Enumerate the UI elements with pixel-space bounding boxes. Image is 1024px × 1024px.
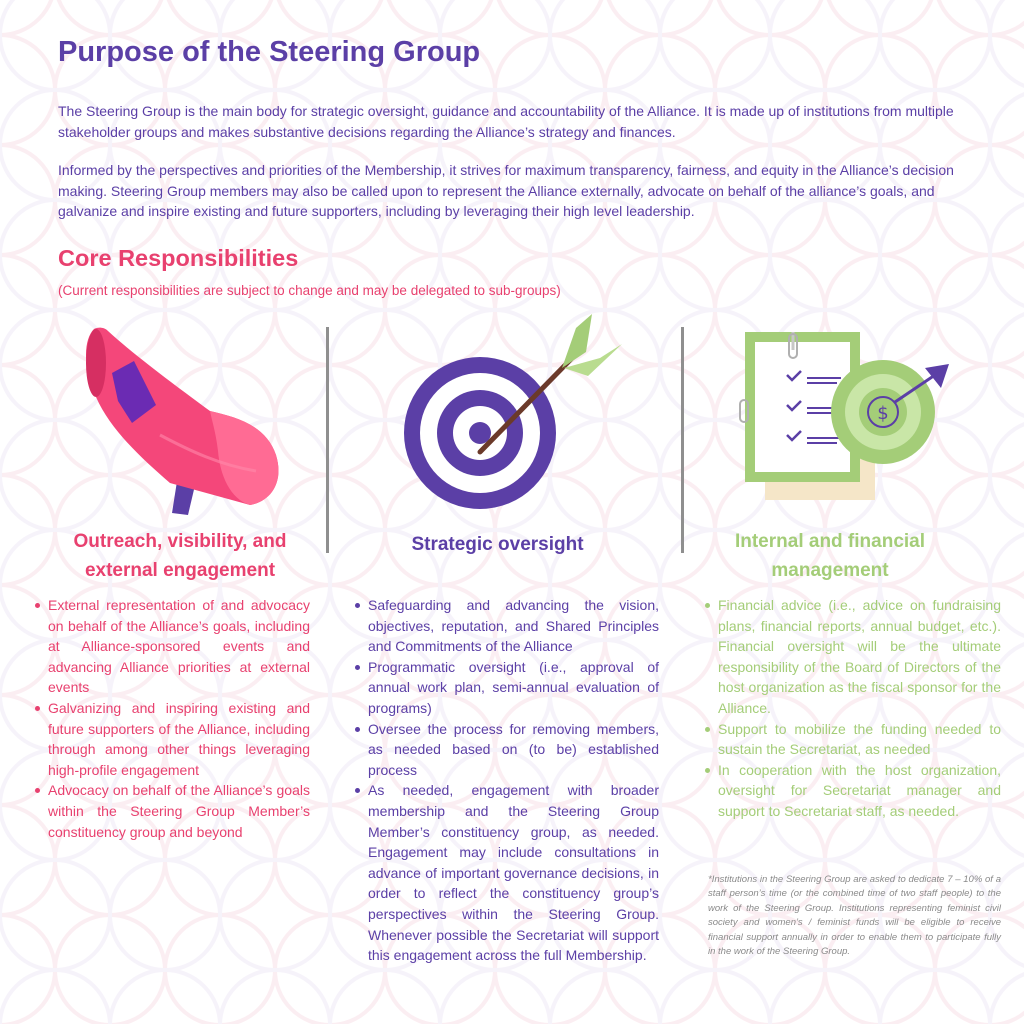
svg-text:$: $ (877, 403, 889, 424)
column-title-outreach: Outreach, visibility, and external engagement (73, 531, 287, 581)
list-item: Oversee the process for removing members, as needed based on (to be) established process (355, 719, 659, 781)
list-item: Advocacy on behalf of the Alliance’s goals within the Steering Group Member’s constituency group and beyond (35, 780, 310, 842)
outreach-bullet-list (35, 595, 310, 842)
section-note: (Current responsibilities are subject to change and may be delegated to sub-groups) (58, 283, 561, 298)
footnote: *Institutions in the Steering Group are asked to dedicate 7 – 10% of a staff person’s time (or the combined time of two staff people) to the work of the Steering Group. Institutions representing feminist civil society and women’s / feminist funds will be eligible to receive financial support annually in order to enable them to participate fully in the work of the Steering Group. (708, 874, 1001, 958)
list-item: External representation of and advocacy on behalf of the Alliance’s goals, including at Alliance-sponsored events and advancing Alliance priorities at external events (35, 595, 310, 698)
list-item: Financial advice (i.e., advice on fundraising plans, financial reports, annual budget, etc.). Financial oversight will be the ultimate responsibility of the Board of Directors of the host organization as the fiscal sponsor for the Alliance. (705, 595, 1001, 719)
list-item: In cooperation with the host organization, oversight for Secretariat manager and support to Secretariat staff, as needed. (705, 760, 1001, 822)
target-arrow-icon (400, 310, 630, 525)
list-item: Galvanizing and inspiring existing and future supporters of the Alliance, including through among other things leveraging high-profile engagement (35, 698, 310, 780)
strategic-bullet-list (355, 595, 659, 966)
list-item: Programmatic oversight (i.e., approval of annual work plan, semi-annual evaluation of programs) (355, 657, 659, 719)
checklist-finance-icon (735, 330, 960, 505)
list-item: As needed, engagement with broader membership and the Steering Group Member’s constituency group, as needed. Engagement may include consultations in advance of important governance decisions, in order to reflect the constituency group’s perspectives within the Steering Group. Whenever possible the Secretariat will support this engagement across the full Membership. (355, 780, 659, 965)
financial-bullet-list (705, 595, 1001, 822)
column-divider-2 (681, 327, 684, 553)
column-title-financial: Internal and financial management (734, 531, 926, 581)
intro-paragraph-1: The Steering Group is the main body for strategic oversight, guidance and accountability of the Alliance. It is made up of institutions from multiple stakeholder groups and makes substantive decisions regarding the Alliance’s strategy and finances. (58, 103, 954, 140)
list-item: Safeguarding and advancing the vision, objectives, reputation, and Shared Principles and Commitments of the Alliance (355, 595, 659, 657)
page-title: Purpose of the Steering Group (58, 36, 481, 68)
intro-paragraph-2: Informed by the perspectives and priorities of the Membership, it strives for maximum transparency, fairness, and equity in the Alliance’s decision making. Steering Group members may also be called upon to represent the Alliance externally, advocate on behalf of the alliance’s goals, and galvanize and inspire existing and future supporters, including by leveraging their high level leadership. (58, 162, 954, 219)
column-divider-1 (326, 327, 329, 553)
section-title-core-responsibilities: Core Responsibilities (58, 245, 299, 271)
list-item: Support to mobilize the funding needed to sustain the Secretariat, as needed (705, 719, 1001, 760)
column-title-strategic: Strategic oversight (411, 534, 584, 555)
megaphone-icon (60, 325, 290, 520)
